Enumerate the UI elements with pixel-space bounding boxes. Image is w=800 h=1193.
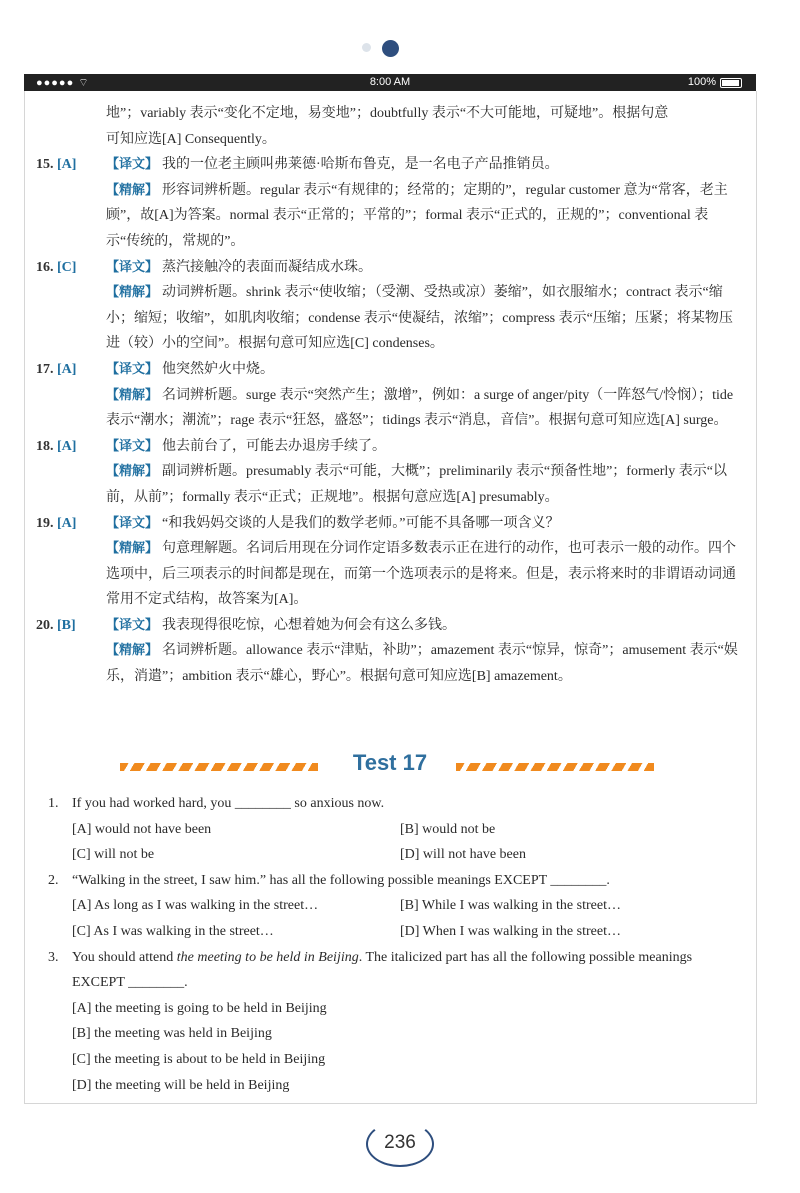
option-row <box>28 893 752 919</box>
translation-tag: 【译文】 <box>106 259 159 275</box>
option-a[interactable]: [A] would not have been <box>72 821 212 837</box>
explanation-text: 名词辨析题。surge 表示“突然产生；激增”，例如：a surge of anger/pity（一阵怒气/怜悯）；tide 表示“潮水；潮流”；rage 表示“狂怒，盛怒”；tidings 表示“消息，音信”。根据句意可知应选[A] surge。 <box>106 387 734 429</box>
option-c[interactable]: [C] the meeting is about to be held in Beijing <box>72 1051 326 1067</box>
test-questions <box>28 791 752 1098</box>
continuation-line: 地”；variably 表示“变化不定地，易变地”；doubtfully 表示“不大可能地，可疑地”。根据句意 <box>106 106 669 121</box>
option-row <box>28 919 752 945</box>
option-b[interactable]: [B] the meeting was held in Beijing <box>72 1026 272 1042</box>
option-a[interactable]: [A] As long as I was walking in the street… <box>72 898 319 914</box>
test-question-2 <box>28 868 752 894</box>
decorative-stripe <box>456 763 654 771</box>
translation-text: “和我妈妈交谈的人是我们的数学老师。”可能不具备哪一项含义？ <box>162 515 560 531</box>
explanation-tag: 【精解】 <box>106 541 159 557</box>
option-d[interactable]: [D] the meeting will be held in Beijing <box>72 1077 290 1093</box>
option-d[interactable]: [D] will not have been <box>400 847 526 863</box>
explanation-15 <box>28 152 752 254</box>
option-c[interactable]: [C] will not be <box>72 847 155 863</box>
explanation-tag: 【精解】 <box>106 643 159 659</box>
question-number: 3. <box>48 949 59 965</box>
option-row <box>28 817 752 843</box>
explanation-text: 名词辨析题。allowance 表示“津贴，补助”；amazement 表示“惊异，惊奇”；amusement 表示“娱乐，消遣”；ambition 表示“雄心，野心”。根据句意可知应选[B] amazement。 <box>106 643 738 685</box>
question-text-pre: You should attend <box>72 949 177 965</box>
answer-letter: [A] <box>57 157 77 173</box>
translation-text: 他去前台了，可能去办退房手续了。 <box>162 438 387 454</box>
tablet-bezel <box>0 0 800 74</box>
answer-letter: [A] <box>57 361 77 377</box>
answer-letter: [A] <box>57 438 77 454</box>
continuation-line: 可知应选[A] Consequently。 <box>106 131 276 147</box>
option-row <box>28 842 752 868</box>
question-number: 15. [A] <box>36 157 77 173</box>
translation-tag: 【译文】 <box>106 361 159 377</box>
explanation-tag: 【精解】 <box>106 285 159 301</box>
test-title: Test 17 <box>352 750 428 775</box>
explanation-tag: 【精解】 <box>106 182 159 198</box>
question-number: 2. <box>48 872 59 888</box>
test-question-1 <box>28 791 752 817</box>
camera-lens <box>382 40 399 57</box>
battery-percent: 100% <box>687 76 716 88</box>
option-b[interactable]: [B] would not be <box>400 821 496 837</box>
translation-text: 我表现得很吃惊，心想着她为何会有这么多钱。 <box>162 617 457 633</box>
answer-explanations <box>28 101 752 1093</box>
page-number: 236 <box>366 1121 434 1167</box>
answer-letter: [B] <box>57 617 76 633</box>
status-time: 8:00 AM <box>369 76 411 88</box>
question-number: 1. <box>48 796 59 811</box>
camera-dot-small <box>362 43 371 52</box>
explanation-20 <box>28 613 752 690</box>
explanation-tag: 【精解】 <box>106 387 159 403</box>
question-number: 20. [B] <box>36 617 76 633</box>
explanation-text: 形容词辨析题。regular 表示“有规律的；经常的；定期的”，regular customer 意为“常客，老主顾”，故[A]为答案。normal 表示“正常的；平常的”；formal 表示“正式的，正规的”；conventional 表示“传统的，常规的”。 <box>106 182 728 249</box>
answer-letter: [A] <box>57 515 77 531</box>
translation-text: 我的一位老主顾叫弗莱德·哈斯布鲁克，是一名电子产品推销员。 <box>162 157 559 173</box>
question-text: If you had worked hard, you ________ so anxious now. <box>72 796 385 811</box>
question-number: 17. [A] <box>36 361 77 377</box>
question-text-post: . The italicized part has all the following possible meanings EXCEPT ________. <box>72 949 693 991</box>
translation-tag: 【译文】 <box>106 617 159 633</box>
frame-border <box>24 91 25 1103</box>
test-heading <box>28 749 752 785</box>
explanation-text: 句意理解题。名词后用现在分词作定语多数表示正在进行的动作，也可表示一般的动作。四个选项中，后三项表示的时间都是现在，而第一个选项表示的是将来。但是，表示将来时的非谓语动词通常用不定式结构，故答案为[A]。 <box>106 541 737 608</box>
signal-icon: ●●●●● ⌔ <box>36 77 90 89</box>
explanation-16 <box>28 255 752 357</box>
option-d[interactable]: [D] When I was walking in the street… <box>400 923 621 939</box>
translation-text: 蒸汽接触冷的表面而凝结成水珠。 <box>162 259 373 275</box>
explanation-text: 动词辨析题。shrink 表示“使收缩；（受潮、受热或凉）萎缩”，如衣服缩水；contract 表示“缩小；缩短；收缩”，如肌肉收缩；condense 表示“使凝结，浓缩”；compress 表示“压缩；压紧；将某物压进（较）小的空间”。根据句意可知应选[C] condenses。 <box>106 285 733 352</box>
translation-tag: 【译文】 <box>106 157 159 173</box>
translation-text: 他突然妒火中烧。 <box>162 361 275 377</box>
frame-border <box>756 91 757 1103</box>
answer-letter: [C] <box>57 259 77 275</box>
question-number: 18. [A] <box>36 438 77 454</box>
explanation-17 <box>28 357 752 434</box>
test-question-3 <box>28 945 752 996</box>
translation-tag: 【译文】 <box>106 438 159 454</box>
option-b[interactable]: [B] While I was walking in the street… <box>400 898 621 914</box>
explanation-text: 副词辨析题。presumably 表示“可能，大概”；preliminarily 表示“预备性地”；formerly 表示“以前，从前”；formally 表示“正式；正规地”。根据句意应选[A] presumably。 <box>106 464 727 505</box>
question-number: 16. [C] <box>36 259 77 275</box>
translation-tag: 【译文】 <box>106 515 159 531</box>
frame-border <box>24 1103 757 1104</box>
question-text-italic: the meeting to be held in Beijing <box>176 949 359 965</box>
option-a[interactable]: [A] the meeting is going to be held in Beijing <box>72 1000 327 1016</box>
battery-icon <box>720 78 742 88</box>
status-bar <box>24 74 756 91</box>
question-number: 19. [A] <box>36 515 77 531</box>
question-text: “Walking in the street, I saw him.” has all the following possible meanings EXCEPT ________. <box>72 872 610 888</box>
option-c[interactable]: [C] As I was walking in the street… <box>72 923 274 939</box>
explanation-tag: 【精解】 <box>106 464 159 480</box>
explanation-18 <box>28 434 752 511</box>
explanation-19 <box>28 511 752 613</box>
